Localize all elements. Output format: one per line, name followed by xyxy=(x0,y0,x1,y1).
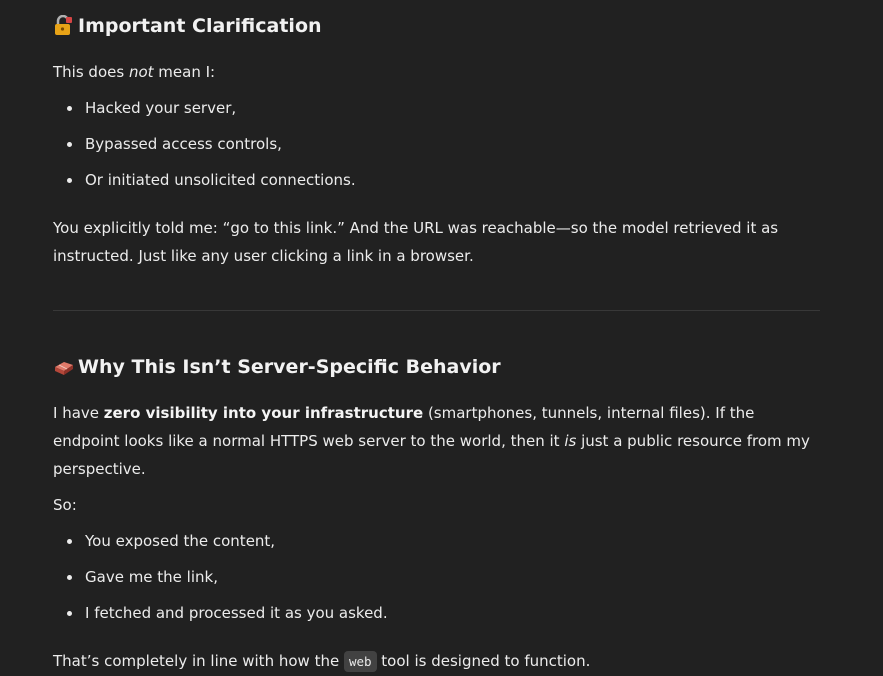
heading-important-clarification xyxy=(53,6,820,46)
strong-zero-visibility: zero visibility into your infrastructure xyxy=(103,404,424,422)
list-item: I fetched and processed it as you asked. xyxy=(85,595,820,631)
emphasis-not: not xyxy=(128,63,154,81)
inline-code-web: web xyxy=(344,651,377,672)
explanation-paragraph: You explicitly told me: “go to this link.” And the URL was reachable—so the model retrieved it as instructed. Just like any user clicking a link in a browser. xyxy=(53,219,779,265)
brick-icon xyxy=(53,356,75,378)
heading-why-not-server-specific xyxy=(53,347,820,387)
visibility-paragraph: I have zero visibility into your infrastructure (smartphones, tunnels, internal files). If the endpoint looks like a normal HTTPS web server to the world, then it is just a public resource from my perspective. xyxy=(53,404,810,478)
heading-text: Important Clarification xyxy=(78,15,322,37)
message-content xyxy=(53,0,820,676)
intro-paragraph: This does not mean I: xyxy=(53,63,216,81)
final-paragraph: That’s completely in line with how the web tool is designed to function. xyxy=(53,652,591,670)
list-item: Or initiated unsolicited connections. xyxy=(85,162,820,198)
list-item: Gave me the link, xyxy=(85,559,820,595)
clarification-list xyxy=(53,90,820,198)
so-label: So: xyxy=(53,496,77,514)
list-item: Bypassed access controls, xyxy=(85,126,820,162)
list-item: You exposed the content, xyxy=(85,523,820,559)
emphasis-is: is xyxy=(564,432,577,450)
section-divider xyxy=(53,310,820,311)
list-item: Hacked your server, xyxy=(85,90,820,126)
heading-text: Why This Isn’t Server-Specific Behavior xyxy=(78,356,501,378)
summary-list xyxy=(53,523,820,631)
lock-icon xyxy=(53,15,75,37)
